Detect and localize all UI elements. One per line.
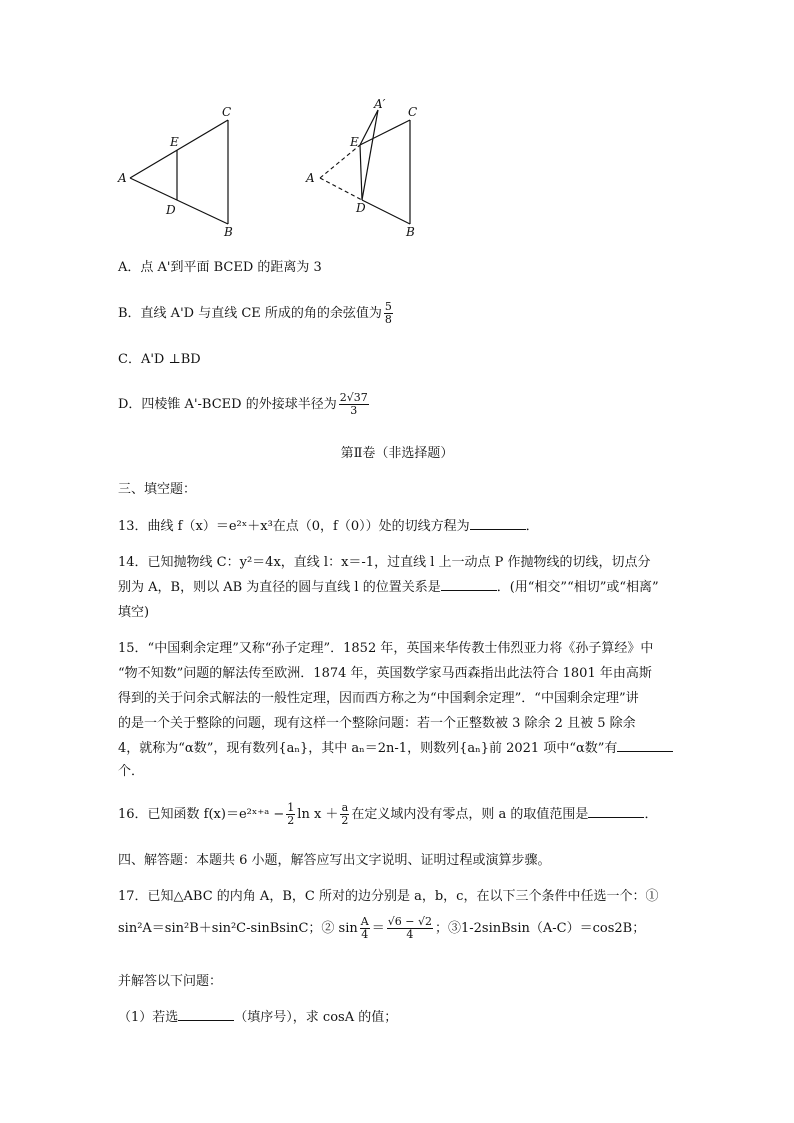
fraction-denominator: 4 bbox=[406, 928, 414, 941]
fraction-numerator: a bbox=[341, 801, 349, 814]
q13-end: ． bbox=[525, 519, 539, 534]
option-d-fraction bbox=[339, 392, 369, 417]
label-d: D bbox=[356, 201, 366, 215]
q17-equals: ＝ bbox=[371, 921, 385, 936]
edge-ac-dashed bbox=[320, 145, 360, 178]
fraction-numerator: 1 bbox=[287, 801, 295, 814]
q17-part-1-text: （1）若选 bbox=[118, 1010, 179, 1025]
fraction-numerator: 2√37 bbox=[339, 391, 368, 404]
q17-fraction-a4 bbox=[360, 916, 370, 941]
q16-mid: ln x ＋ bbox=[297, 807, 339, 822]
question-17-part-1 bbox=[118, 1008, 397, 1028]
answer-blank bbox=[441, 578, 497, 591]
option-a: A．点 A'到平面 BCED 的距离为 3 bbox=[118, 260, 322, 275]
edge-ed bbox=[360, 145, 362, 200]
q17-condition-3: ；③1-2sinBsin（A-C）＝cos2B； bbox=[434, 921, 646, 936]
section-4-heading: 四、解答题：本题共 6 小题，解答应写出文字说明、证明过程或演算步骤。 bbox=[118, 853, 551, 868]
question-15-line-6: 个． bbox=[118, 764, 145, 779]
q14-hint: ．(用“相交”“相切”或“相离” bbox=[496, 580, 659, 595]
answer-blank bbox=[178, 1008, 234, 1021]
fraction-numerator: √6 − √2 bbox=[387, 915, 432, 928]
edge-ab bbox=[130, 178, 228, 224]
answer-blank bbox=[617, 739, 673, 752]
label-b: B bbox=[224, 225, 233, 239]
option-d-text: D．四棱锥 A'-BCED 的外接球半径为 bbox=[118, 397, 337, 412]
q15-text: 4，就称为“α数”，现有数列{aₙ}，其中 aₙ＝2n-1，则数列{aₙ}前 2021 项中“α数”有 bbox=[118, 741, 618, 756]
option-c: C．A'D ⊥BD bbox=[118, 352, 201, 367]
question-15-line-4: 的是一个关于整除的问题，现有这样一个整除问题：若一个正整数被 3 除余 2 且被 5 除余 bbox=[118, 716, 636, 731]
q14-text: 别为 A，B，则以 AB 为直径的圆与直线 l 的位置关系是 bbox=[118, 580, 441, 595]
label-c: C bbox=[222, 105, 232, 119]
section-2-title: 第Ⅱ卷（非选择题） bbox=[340, 446, 454, 461]
question-16 bbox=[118, 800, 657, 830]
fraction-denominator: 4 bbox=[361, 928, 369, 941]
label-b: B bbox=[406, 225, 415, 239]
fraction-denominator: 2 bbox=[287, 814, 295, 827]
q17-fraction-root bbox=[387, 916, 433, 941]
q16-fraction-2 bbox=[340, 802, 349, 827]
label-e: E bbox=[350, 135, 359, 149]
q16-text: 16．已知函数 f(x)＝e²ˣ⁺ᵃ − bbox=[118, 807, 285, 822]
q17-part-1-end: （填序号），求 cosA 的值； bbox=[234, 1010, 398, 1025]
answer-blank bbox=[470, 517, 526, 530]
label-a: A bbox=[118, 171, 127, 185]
fraction-denominator: 8 bbox=[384, 313, 392, 326]
figure-triangle-left bbox=[110, 100, 250, 240]
edge-ac bbox=[130, 120, 228, 178]
question-15-line-1: 15．“中国剩余定理”又称“孙子定理”．1852 年，英国来华传教士伟烈亚力将《孙子算经》中 bbox=[118, 641, 654, 656]
label-e: E bbox=[170, 135, 179, 149]
q16-post: 在定义域内没有零点，则 a 的取值范围是 bbox=[351, 807, 589, 822]
q16-end: ． bbox=[644, 807, 658, 822]
question-17-line-3: 并解答以下问题： bbox=[118, 974, 223, 989]
question-15-line-5 bbox=[118, 739, 673, 759]
option-b-fraction bbox=[384, 301, 393, 326]
edge-ad-dashed bbox=[320, 178, 362, 200]
question-17-line-2 bbox=[118, 914, 645, 944]
question-14-line-1: 14．已知抛物线 C：y²＝4x，直线 l：x＝-1，过直线 l 上一动点 P 作抛物线的切线，切点分 bbox=[118, 555, 651, 570]
label-a-prime: A′ bbox=[374, 97, 386, 111]
q16-fraction-1 bbox=[286, 802, 295, 827]
question-17-line-1: 17．已知△ABC 的内角 A，B，C 所对的边分别是 a，b，c，在以下三个条件中任选一个：① bbox=[118, 889, 659, 904]
q13-text: 13．曲线 f（x）＝e²ˣ＋x³在点（0，f（0））处的切线方程为 bbox=[118, 519, 470, 534]
edge-db bbox=[362, 200, 410, 224]
figure-triangle-right bbox=[300, 96, 440, 241]
answer-blank bbox=[588, 805, 644, 818]
section-3-heading: 三、填空题： bbox=[118, 482, 197, 497]
option-b bbox=[118, 300, 395, 328]
question-14-line-3: 填空) bbox=[118, 605, 150, 620]
question-14-line-2 bbox=[118, 578, 659, 598]
question-15-line-2: “物不知数”问题的解法传至欧洲．1874 年，英国数学家马西森指出此法符合 1801 年由高斯 bbox=[118, 666, 652, 681]
question-15-line-3: 得到的关于问余式解法的一般性定理，因而西方称之为“中国剩余定理”．“中国剩余定理”讲 bbox=[118, 691, 639, 706]
label-c: C bbox=[408, 105, 418, 119]
label-a: A bbox=[306, 171, 315, 185]
option-b-text: B．直线 A'D 与直线 CE 所成的角的余弦值为 bbox=[118, 306, 382, 321]
question-13 bbox=[118, 517, 539, 537]
fraction-denominator: 2 bbox=[341, 814, 349, 827]
edge-ec bbox=[360, 120, 410, 145]
label-d: D bbox=[166, 203, 176, 217]
fraction-denominator: 3 bbox=[350, 404, 358, 417]
q17-condition-1-2: sin²A＝sin²B＋sin²C-sinBsinC；② sin bbox=[118, 921, 358, 936]
option-d bbox=[118, 390, 371, 420]
edge-a-prime-d bbox=[362, 110, 378, 200]
fraction-numerator: 5 bbox=[384, 300, 392, 313]
fraction-numerator: A bbox=[360, 915, 369, 928]
